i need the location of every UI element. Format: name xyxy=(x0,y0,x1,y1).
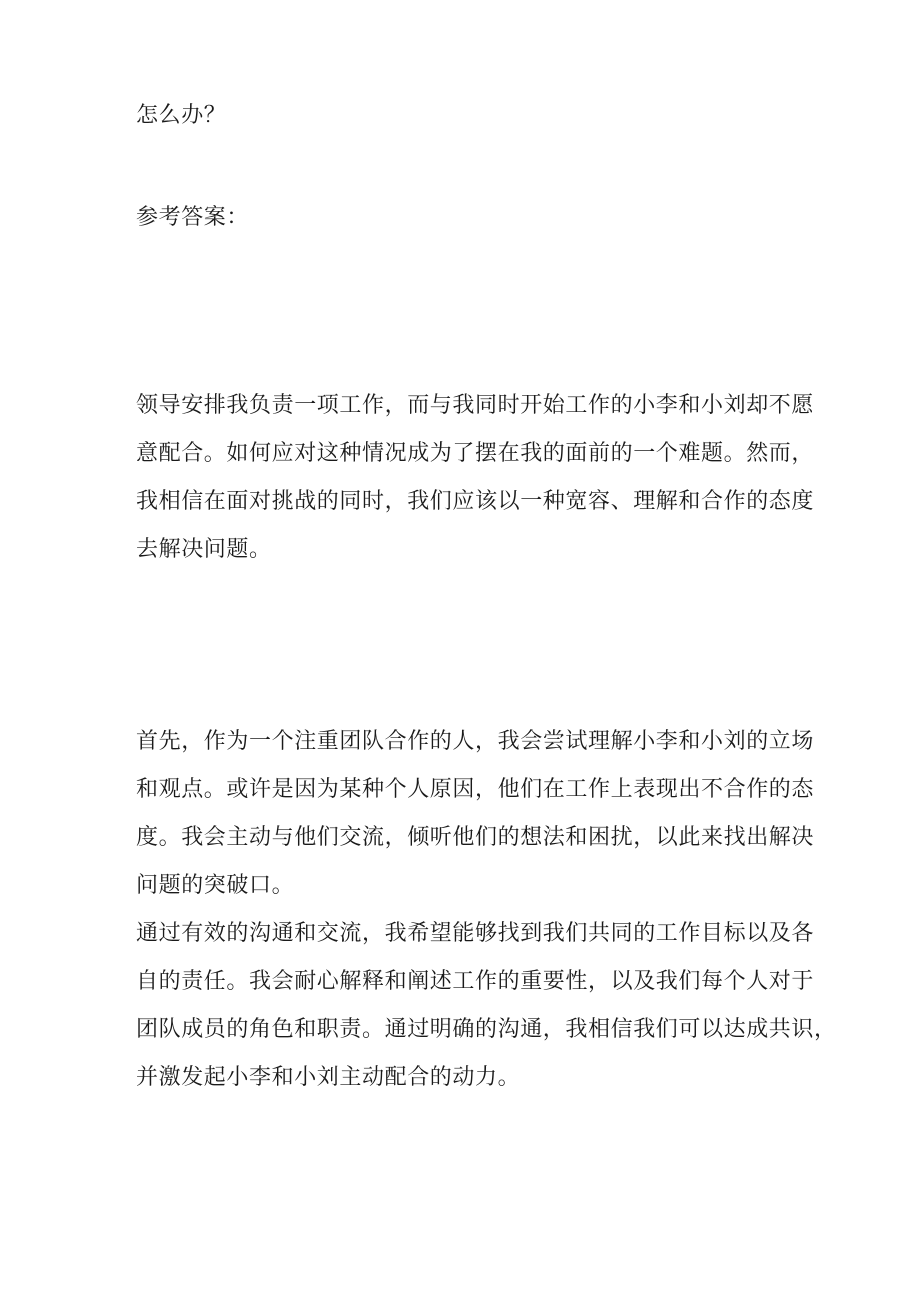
paragraph-line: 自的责任。我会耐心解释和阐述工作的重要性，以及我们每个人对于 xyxy=(136,969,815,994)
paragraph-line: 领导安排我负责一项工作，而与我同时开始工作的小李和小刘却不愿 xyxy=(136,393,815,418)
paragraph-line: 去解决问题。 xyxy=(136,537,272,562)
paragraph-line: 意配合。如何应对这种情况成为了摆在我的面前的一个难题。然而， xyxy=(136,441,815,466)
paragraph-line: 团队成员的角色和职责。通过明确的沟通，我相信我们可以达成共识， xyxy=(136,1017,837,1042)
paragraph-line: 和观点。或许是因为某种个人原因，他们在工作上表现出不合作的态 xyxy=(136,777,815,802)
paragraph-line: 我相信在面对挑战的同时，我们应该以一种宽容、理解和合作的态度 xyxy=(136,489,815,514)
paragraph-line: 通过有效的沟通和交流，我希望能够找到我们共同的工作目标以及各 xyxy=(136,921,815,946)
paragraph-line: 度。我会主动与他们交流，倾听他们的想法和困扰，以此来找出解决 xyxy=(136,825,815,850)
question-tail: 怎么办？ xyxy=(136,103,227,128)
paragraph-line: 并激发起小李和小刘主动配合的动力。 xyxy=(136,1065,521,1090)
answer-heading: 参考答案： xyxy=(136,205,250,230)
paragraph-line: 问题的突破口。 xyxy=(136,873,295,898)
paragraph-line: 首先，作为一个注重团队合作的人，我会尝试理解小李和小刘的立场 xyxy=(136,729,815,754)
